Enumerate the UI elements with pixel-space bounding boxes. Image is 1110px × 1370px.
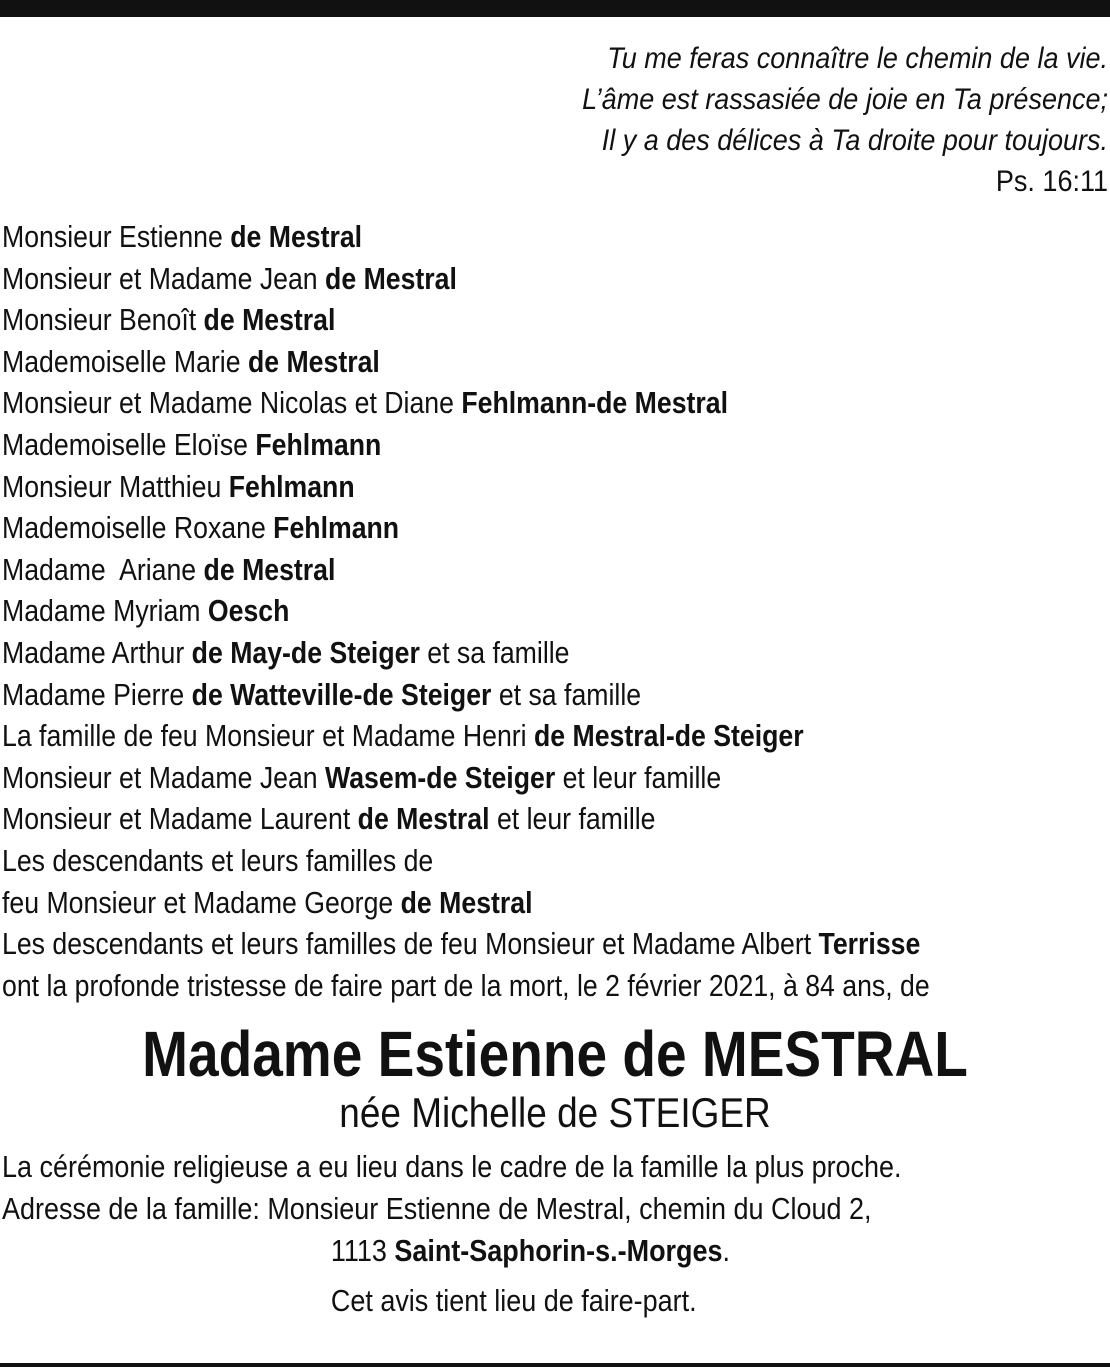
mourner-line: Monsieur et Madame Laurent de Mestral et leur famille <box>2 801 656 837</box>
faire-part-notice: Cet avis tient lieu de faire-part. <box>330 1283 697 1319</box>
ceremony-details <box>2 1146 964 1272</box>
family-address-line: Adresse de la famille: Monsieur Estienne de Mestral, chemin du Cloud 2, <box>2 1191 872 1227</box>
bottom-border-rule <box>0 1363 1110 1367</box>
mourner-line: feu Monsieur et Madame George de Mestral <box>2 884 533 920</box>
mourner-line: La famille de feu Monsieur et Madame Henri de Mestral-de Steiger <box>2 718 804 754</box>
mourner-line: Madame Pierre de Watteville-de Steiger et sa famille <box>2 676 642 712</box>
psalm-verse <box>113 38 1108 202</box>
verse-line: Il y a des délices à Ta droite pour toujours. <box>601 124 1108 157</box>
mourner-line: Monsieur Benoît de Mestral <box>2 302 336 338</box>
mourner-line: Monsieur Matthieu Fehlmann <box>2 468 355 504</box>
obituary-notice <box>2 38 1108 1322</box>
family-address-locality: 1113 Saint-Saphorin-s.-Morges. <box>330 1233 731 1269</box>
deceased-block <box>2 1018 1108 1138</box>
deceased-birth-name: née Michelle de STEIGER <box>339 1089 771 1137</box>
mourner-line: Monsieur et Madame Jean de Mestral <box>2 260 457 296</box>
announcement-line: ont la profonde tristesse de faire part de la mort, le 2 février 2021, à 84 ans, de <box>2 967 930 1003</box>
verse-line: Tu me feras connaître le chemin de la vie. <box>607 42 1108 75</box>
deceased-name: Madame Estienne de MESTRAL <box>142 1018 968 1091</box>
mourner-line: Monsieur et Madame Jean Wasem-de Steiger et leur famille <box>2 759 722 795</box>
mourner-line: Les descendants et leurs familles de feu Monsieur et Madame Albert Terrisse <box>2 926 921 962</box>
mourner-line: Madame Ariane de Mestral <box>2 551 336 587</box>
verse-reference: Ps. 16:11 <box>995 165 1108 198</box>
mourner-line: Madame Myriam Oesch <box>2 593 290 629</box>
mourner-line: Mademoiselle Roxane Fehlmann <box>2 510 400 546</box>
mourners-list <box>2 216 953 1006</box>
mourner-line: Monsieur et Madame Nicolas et Diane Fehlmann-de Mestral <box>2 385 729 421</box>
mourner-line: Madame Arthur de May-de Steiger et sa famille <box>2 634 570 670</box>
top-border-rule <box>0 0 1110 17</box>
mourner-line: Mademoiselle Marie de Mestral <box>2 343 380 379</box>
mourner-line: Monsieur Estienne de Mestral <box>2 219 363 254</box>
mourner-line: Mademoiselle Eloïse Fehlmann <box>2 426 382 462</box>
ceremony-line: La cérémonie religieuse a eu lieu dans le cadre de la famille la plus proche. <box>2 1149 902 1185</box>
mourner-line: Les descendants et leurs familles de <box>2 842 434 878</box>
verse-line: L’âme est rassasiée de joie en Ta présence; <box>582 83 1108 116</box>
